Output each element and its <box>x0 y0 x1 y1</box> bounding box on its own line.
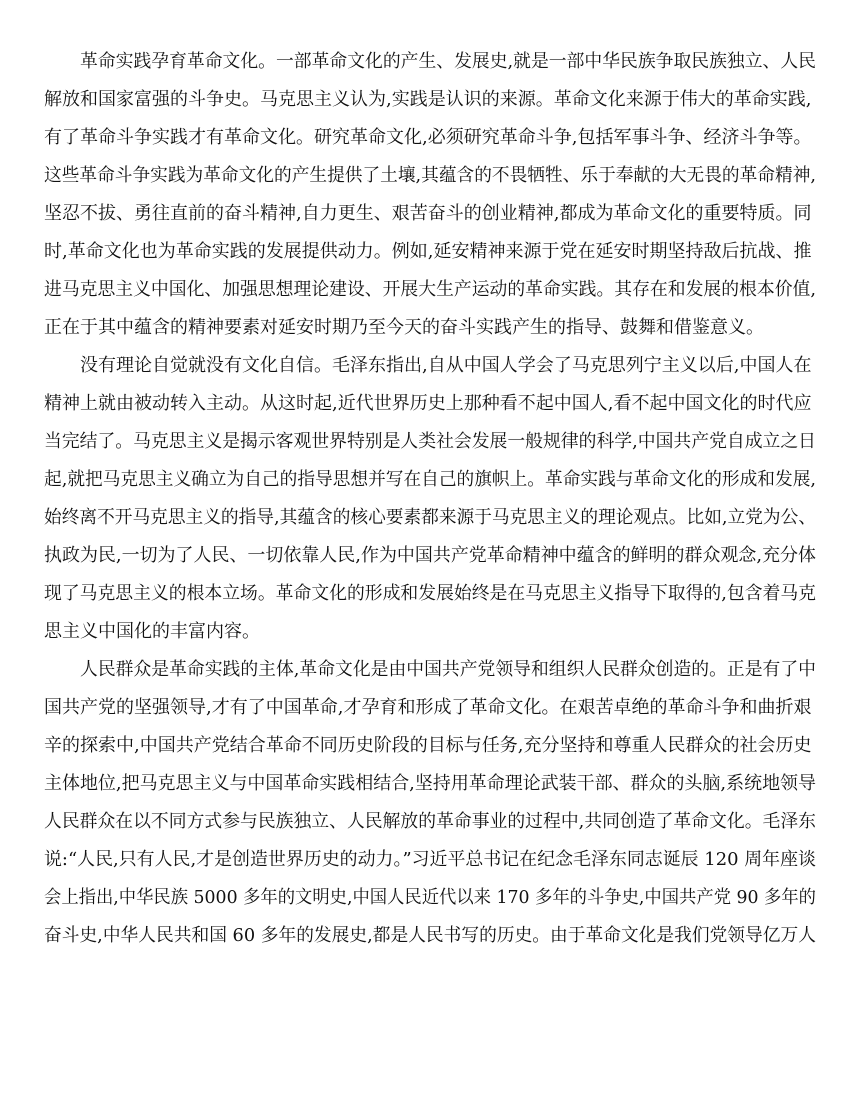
text-line: 坚忍不拔、勇往直前的奋斗精神,自力更生、艰苦奋斗的创业精神,都成为革命文化的重要特质。同 <box>44 203 812 224</box>
text-line: 说:“人民,只有人民,才是创造世界历史的动力。”习近平总书记在纪念毛泽东同志诞辰 120 周年座谈 <box>44 849 817 870</box>
text-line: 时,革命文化也为革命实践的发展提供动力。例如,延安精神来源于党在延安时期坚持敌后抗战、推 <box>44 241 812 262</box>
text-line: 辛的探索中,中国共产党结合革命不同历史阶段的目标与任务,充分坚持和尊重人民群众的社会历史 <box>44 735 812 756</box>
text-line: 有了革命斗争实践才有革命文化。研究革命文化,必须研究革命斗争,包括军事斗争、经济斗争等。 <box>44 127 812 148</box>
text-line: 解放和国家富强的斗争史。马克思主义认为,实践是认识的来源。革命文化来源于伟大的革命实践, <box>44 89 812 110</box>
text-line: 进马克思主义中国化、加强思想理论建设、开展大生产运动的革命实践。其存在和发展的根本价值, <box>44 279 816 300</box>
text-line: 奋斗史,中华人民共和国 60 多年的发展史,都是人民书写的历史。由于革命文化是我们党领导亿万人 <box>44 925 816 946</box>
text-line: 人民群众是革命实践的主体,革命文化是由中国共产党领导和组织人民群众创造的。正是有了中 <box>80 659 816 680</box>
text-line: 思主义中国化的丰富内容。 <box>44 621 260 642</box>
text-line: 国共产党的坚强领导,才有了中国革命,才孕育和形成了革命文化。在艰苦卓绝的革命斗争和曲折艰 <box>44 697 812 718</box>
text-line: 人民群众在以不同方式参与民族独立、人民解放的革命事业的过程中,共同创造了革命文化。毛泽东 <box>44 811 816 832</box>
text-line: 起,就把马克思主义确立为自己的指导思想并写在自己的旗帜上。革命实践与革命文化的形成和发展, <box>44 469 817 490</box>
text-line: 革命实践孕育革命文化。一部革命文化的产生、发展史,就是一部中华民族争取民族独立、人民 <box>80 51 816 72</box>
text-line: 始终离不开马克思主义的指导,其蕴含的核心要素都来源于马克思主义的理论观点。比如,立党为公、 <box>44 507 817 528</box>
text-line: 现了马克思主义的根本立场。革命文化的形成和发展始终是在马克思主义指导下取得的,包含着马克 <box>44 583 816 604</box>
text-line: 这些革命斗争实践为革命文化的产生提供了土壤,其蕴含的不畏牺牲、乐于奉献的大无畏的革命精神, <box>44 165 817 186</box>
text-line: 当完结了。马克思主义是揭示客观世界特别是人类社会发展一般规律的科学,中国共产党自成立之日 <box>44 431 816 452</box>
text-line: 执政为民,一切为了人民、一切依靠人民,作为中国共产党革命精神中蕴含的鲜明的群众观念,充分体 <box>44 545 817 566</box>
text-line: 主体地位,把马克思主义与中国革命实践相结合,坚持用革命理论武装干部、群众的头脑,系统地领导 <box>44 773 817 794</box>
text-line: 精神上就由被动转入主动。从这时起,近代世界历史上那种看不起中国人,看不起中国文化的时代应 <box>44 393 812 414</box>
text-line: 正在于其中蕴含的精神要素对延安时期乃至今天的奋斗实践产生的指导、鼓舞和借鉴意义。 <box>44 317 764 338</box>
text-line: 没有理论自觉就没有文化自信。毛泽东指出,自从中国人学会了马克思列宁主义以后,中国人在 <box>80 355 812 376</box>
text-line: 会上指出,中华民族 5000 多年的文明史,中国人民近代以来 170 多年的斗争史,中国共产党 90 多年的 <box>44 887 816 908</box>
